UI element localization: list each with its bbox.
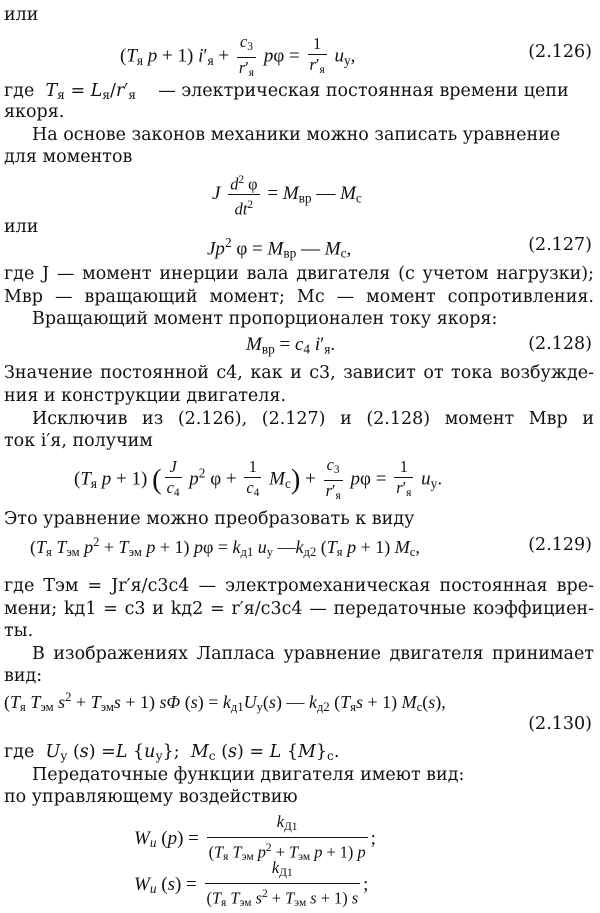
text-line: или [4,5,39,25]
text-line-laplace-def: где $U_у$ (s) =L $\{u_у\}$; $M_c$ (s) = L $\{M\}_c$. [4,742,340,764]
text-line: ток i′я, получим [4,431,153,451]
text-line: или [4,217,39,237]
text-line: Mвр — вращающий момент; Mс — момент сопротивления. [4,287,594,307]
text-line: Передаточные функции двигателя имеют вид: [32,765,465,785]
text-line: ты. [4,621,34,641]
text-line: для моментов [4,147,133,167]
equation-number: (2.126) [528,42,592,62]
text-line: вид: [4,666,43,686]
document-page: или ($T_я$ p + 1) $i'_я$ + $c_3$ $r'_я$ pφ = 1 $r'_я$ $u_у$, (2.126) где $T_я = L_я/r'_я$ — электрическая постоянная времени цепи якоря. На основе законов механики можно записать уравнение для моментов J $\frac{d^2 \varphi}{dt^2}$ = $M_{вр}$ — $M_c$ или Jp$^2$ $\varphi = M_{вр}$ — $M_c$, (2.127) где J — момент инерции вала двигателя (с учетом нагрузки); Mвр — вращающий момент; Mс — момент сопротивления. Вращающий момент пропорционален току якоря: $M_{вр} = c_4$ $i'_я$. (2.128) Значение постоянной c4, как и c3, зависит от тока возбужде- ния и конструкции двигателя. Исключив из (2.126), (2.127) и (2.128) момент Mвр и ток i′я, получим ($T_я$ p + 1) ( $\frac{J}{c_4}$ $p^2$ φ + $\frac{1}{c_4}$ $M_c$) + $c_3$ $r'_я$ pφ = 1 $r'_я$ $u_у$. Это уравнение можно преобразовать к виду ($T_я$ $T_{эм}$ $p^2 + T_{эм}$ p + 1) $p\varphi = k_{д1}$ $u_у$ $—k_{д2}$ ($T_я$ p + 1) $M_c$, (2.129) где Tэм = Jr′я/c3c4 — электромеханическая постоянная вре- мени; kд1 = c3 и kд2 = r′я/c3c4 — передаточные коэффициен- ты. В изображениях Лапласа уравнение двигателя принимает вид: ($T_я$ $T_{эм}$ $s^2 + T_{эм}s + 1$) sΦ $(s) = k_{д1}U_у(s)$ — $k_{д2}$ $(T_яs + 1)$ $M_c(s)$, (2.130) где $U_у$ (s) =L $\{u_у\}$; $M_c$ (s) = L $\{M\}_c$. Передаточные функции двигателя имеют вид: по управляющему воздействию $W_u$ (p) = $k_{Д1}$ ($T_я$ $T_{эм}$ $p^2 + T_{эм}$ p + 1) p ; $W_u$ (s) = $k_{Д1}$ ($T_я$ $T_{эм}$ $s^2 + T_{эм}$ s + 1) s ; [4,5,594,909]
text-line: На основе законов механики можно записать уравнение [32,125,561,145]
equation-number: (2.127) [528,235,592,255]
equation-number: (2.128) [528,334,592,354]
text-line: Вращающий момент пропорционален току якоря: [32,309,498,329]
text-line: где J — момент инерции вала двигателя (с учетом нагрузки); [4,264,594,284]
text-line: Исключив из (2.126), (2.127) и (2.128) момент Mвр и [32,409,594,429]
text-line: где Tэм = Jr′я/c3c4 — электромеханическая постоянная вре- [4,576,594,596]
text-line: Это уравнение можно преобразовать к виду [4,509,415,529]
text-line: по управляющему воздействию [4,787,298,807]
text-line: В изображениях Лапласа уравнение двигателя принимает [32,644,594,664]
equation-number: (2.130) [528,714,592,734]
text-line: якоря. [4,102,65,122]
text-line: Значение постоянной c4, как и c3, зависит от тока возбужде- [4,363,594,383]
text-line: ния и конструкции двигателя. [4,386,287,406]
text-line: мени; kд1 = c3 и kд2 = r′я/c3c4 — передаточные коэффициен- [4,599,594,619]
equation-number: (2.129) [528,535,592,555]
text-line-tdef: где $T_я = L_я/r'_я$ — электрическая постоянная времени цепи [4,81,569,103]
